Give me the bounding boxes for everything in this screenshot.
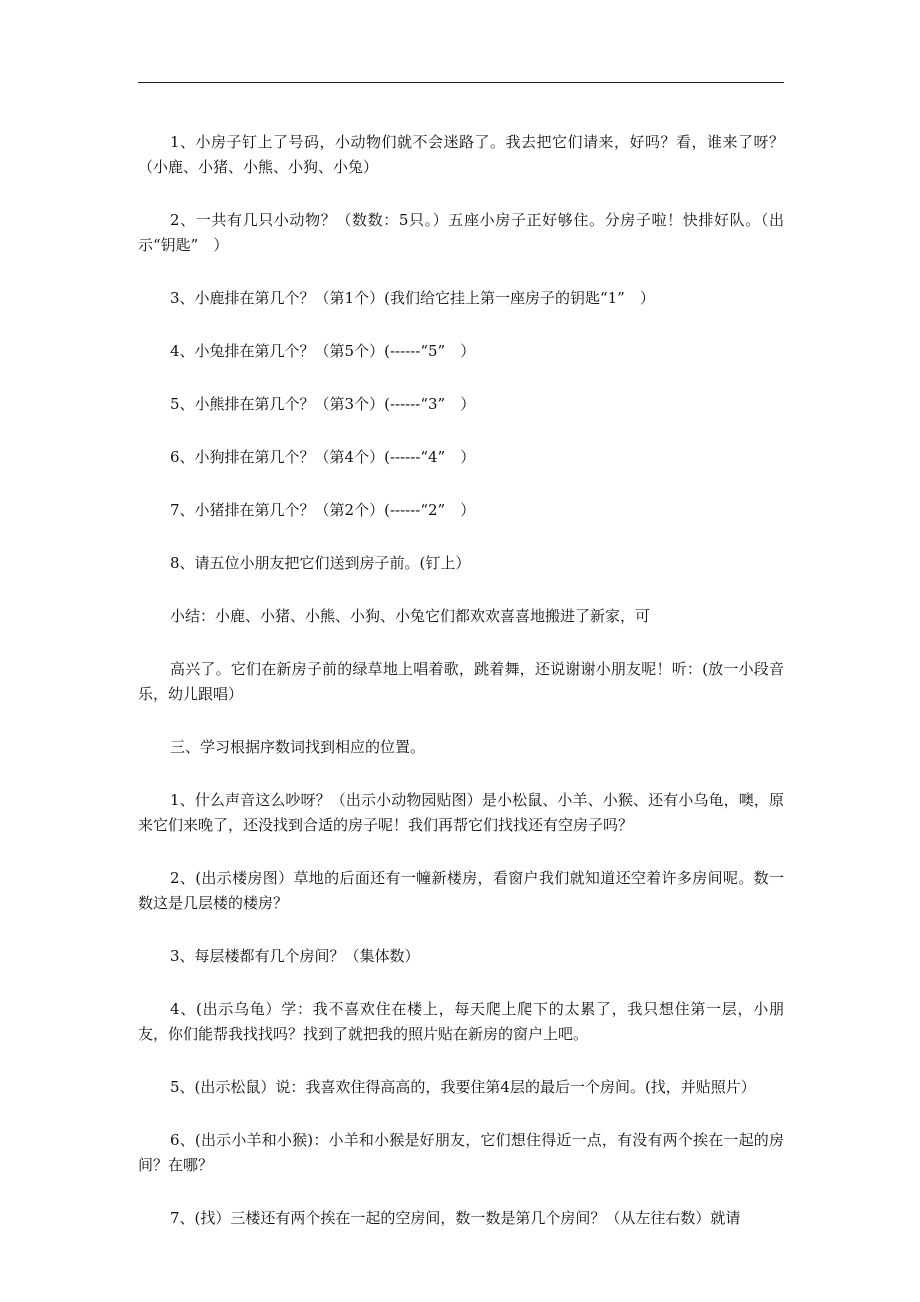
paragraph: 6、(出示小羊和小猴)：小羊和小猴是好朋友，它们想住得近一点，有没有两个挨在一起的房间？在哪？ [138, 1131, 784, 1174]
paragraph: 5、(出示松鼠）说：我喜欢住得高高的，我要住第4层的最后一个房间。(找，并贴照片） [170, 1078, 756, 1096]
section-heading: 三、学习根据序数词找到相应的位置。 [170, 738, 426, 756]
document-body [138, 130, 784, 1259]
paragraph: 高兴了。它们在新房子前的绿草地上唱着歌，跳着舞，还说谢谢小朋友呢！听：(放一小段音乐，幼儿跟唱） [138, 660, 784, 703]
paragraph: 3、每层楼都有几个房间？（集体数） [170, 947, 420, 965]
paragraph: 6、小狗排在第几个？（第4个）(------“4” ） [170, 448, 476, 466]
paragraph: 8、请五位小朋友把它们送到房子前。(钉上） [170, 554, 471, 572]
paragraph: 7、(找）三楼还有两个挨在一起的空房间，数一数是第几个房间？（从左往右数）就请 [170, 1209, 741, 1227]
paragraph: 4、小兔排在第几个？（第5个）(------“5” ） [170, 342, 476, 360]
paragraph: 7、小猪排在第几个？（第2个）(------“2” ） [170, 501, 476, 519]
paragraph: 2、(出示楼房图）草地的后面还有一幢新楼房，看窗户我们就知道还空着许多房间呢。数一数这是几层楼的楼房？ [138, 869, 784, 912]
paragraph: 1、小房子钉上了号码，小动物们就不会迷路了。我去把它们请来，好吗？看，谁来了呀？（小鹿、小猪、小熊、小狗、小兔） [138, 133, 784, 176]
paragraph: 5、小熊排在第几个？（第3个）(------“3” ） [170, 395, 476, 413]
paragraph: 3、小鹿排在第几个？（第1个）(我们给它挂上第一座房子的钥匙“1” ） [170, 289, 655, 307]
paragraph: 1、什么声音这么吵呀？（出示小动物园贴图）是小松鼠、小羊、小猴、还有小乌龟，噢，原来它们来晚了，还没找到合适的房子呢！我们再帮它们找找还有空房子吗？ [138, 791, 784, 834]
paragraph: 2、一共有几只小动物？（数数：5只。）五座小房子正好够住。分房子啦！快排好队。（出示“钥匙” ） [138, 211, 784, 254]
paragraph: 4、(出示乌龟）学：我不喜欢住在楼上，每天爬上爬下的太累了，我只想住第一层，小朋友，你们能帮我找找吗？找到了就把我的照片贴在新房的窗户上吧。 [138, 1000, 784, 1043]
summary-paragraph: 小结：小鹿、小猪、小熊、小狗、小兔它们都欢欢喜喜地搬进了新家，可 [170, 607, 651, 625]
header-rule [138, 82, 784, 83]
